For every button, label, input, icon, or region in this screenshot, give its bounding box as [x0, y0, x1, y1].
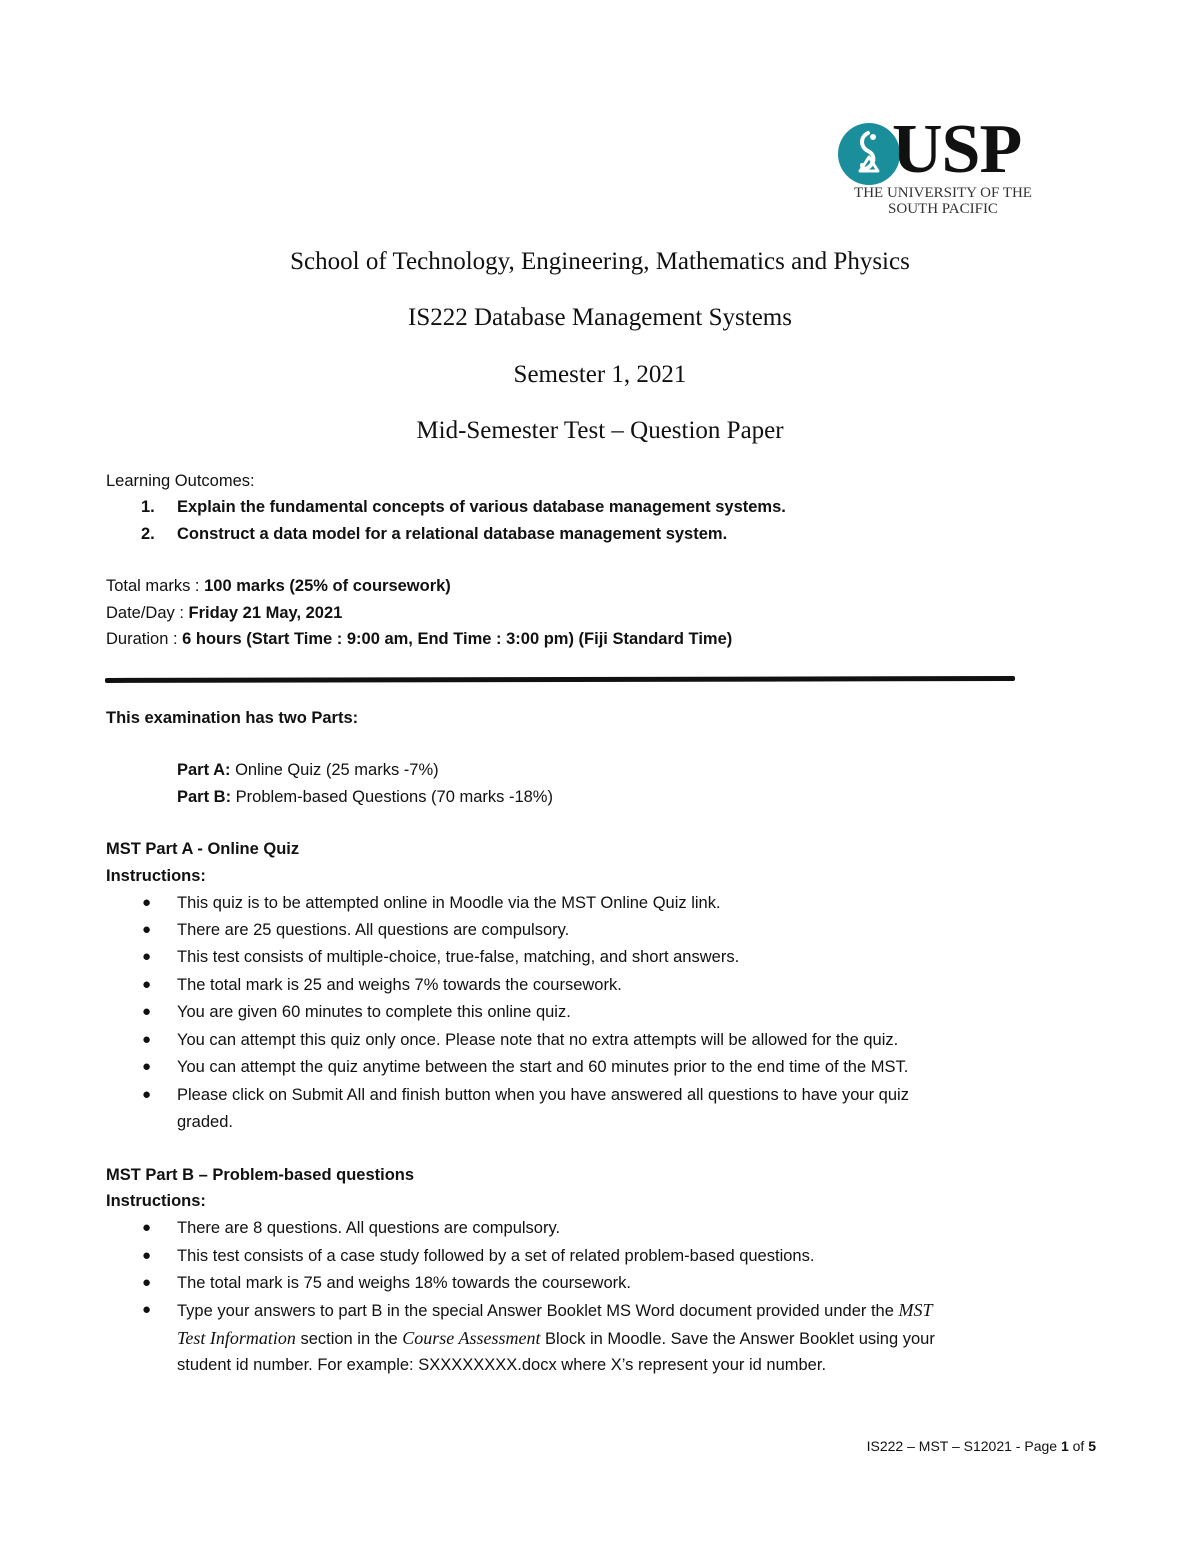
part-b-summary [177, 787, 553, 807]
part-description: Problem-based Questions (70 marks -18%) [231, 788, 553, 806]
footer-page-number: 1 [1060, 1438, 1069, 1454]
instruction-item-continued: student id number. For example: SXXXXXXXX.docx where X’s represent your id number. [177, 1356, 827, 1374]
instruction-item: This test consists of multiple-choice, true-false, matching, and short answers. [177, 948, 740, 966]
total-marks-line [106, 576, 451, 596]
part-label: Part A: [177, 761, 231, 779]
instruction-item: The total mark is 25 and weighs 7% towards the coursework. [177, 976, 622, 994]
part-b-instructions-label: Instructions: [106, 1192, 206, 1210]
part-description: Online Quiz (25 marks -7%) [230, 761, 439, 779]
part-label: Part B: [177, 788, 232, 806]
usp-wordmark: USP [892, 111, 1022, 188]
bullet-icon: ● [142, 1058, 152, 1075]
italic-reference: Course Assessment [402, 1328, 541, 1348]
duration-label: Duration : [106, 630, 183, 648]
instruction-item: The total mark is 75 and weighs 18% towards the coursework. [177, 1274, 631, 1292]
total-marks-label: Total marks : [106, 577, 205, 595]
instruction-item [177, 1300, 933, 1321]
part-a-title: MST Part A - Online Quiz [106, 840, 300, 858]
bullet-icon: ● [142, 1003, 152, 1020]
bullet-icon: ● [142, 1086, 152, 1103]
bullet-icon: ● [142, 1031, 152, 1048]
date-value: Friday 21 May, 2021 [188, 604, 343, 622]
usp-logo [836, 111, 1046, 220]
date-line [106, 603, 342, 623]
school-name: School of Technology, Engineering, Mathematics and Physics [290, 248, 910, 275]
parts-intro: This examination has two Parts: [106, 709, 359, 727]
learning-outcomes-label: Learning Outcomes: [106, 472, 255, 490]
bullet-icon: ● [142, 1247, 152, 1264]
outcome-number: 1. [141, 498, 155, 516]
instruction-item: You are given 60 minutes to complete this online quiz. [177, 1003, 571, 1021]
instruction-text: Block in Moodle. Save the Answer Booklet using your [540, 1330, 935, 1348]
italic-reference: MST [898, 1300, 933, 1320]
usp-emblem-icon [838, 123, 900, 185]
bullet-icon: ● [142, 1219, 152, 1236]
learning-outcome-item: Construct a data model for a relational database management system. [177, 525, 728, 543]
footer-page-total: 5 [1088, 1438, 1096, 1454]
bullet-icon: ● [142, 976, 152, 993]
bullet-icon: ● [142, 894, 152, 911]
bullet-icon: ● [142, 1274, 152, 1291]
duration-value: 6 hours (Start Time : 9:00 am, End Time : 3:00 pm) (Fiji Standard Time) [182, 630, 733, 648]
instruction-item: Please click on Submit All and finish button when you have answered all questions to have your quiz [177, 1086, 909, 1104]
total-marks-value: 100 marks (25% of coursework) [204, 577, 451, 595]
duration-line [106, 629, 732, 649]
instruction-item: There are 8 questions. All questions are compulsory. [177, 1219, 561, 1237]
instruction-item: You can attempt the quiz anytime between the start and 60 minutes prior to the end time of the MST. [177, 1058, 909, 1076]
footer-of: of [1068, 1438, 1089, 1454]
part-a-summary [177, 760, 439, 780]
instruction-text: Type your answers to part B in the special Answer Booklet MS Word document provided under the [177, 1302, 899, 1320]
paper-title: Mid-Semester Test – Question Paper [416, 417, 784, 444]
bullet-icon: ● [142, 1301, 152, 1318]
instruction-item-continued [177, 1328, 935, 1349]
instruction-text: section in the [295, 1330, 403, 1348]
learning-outcome-item: Explain the fundamental concepts of various database management systems. [177, 498, 786, 516]
italic-reference: Test Information [177, 1328, 296, 1348]
bullet-icon: ● [142, 948, 152, 965]
course-title: IS222 Database Management Systems [408, 304, 792, 331]
instruction-item-continued: graded. [177, 1113, 233, 1131]
date-label: Date/Day : [106, 604, 189, 622]
part-a-instructions-label: Instructions: [106, 867, 206, 885]
horizontal-divider [105, 676, 1015, 683]
instruction-item: You can attempt this quiz only once. Please note that no extra attempts will be allowed for the quiz. [177, 1031, 899, 1049]
instruction-item: This test consists of a case study followed by a set of related problem-based questions. [177, 1247, 815, 1265]
bullet-icon: ● [142, 921, 152, 938]
usp-name-line2: SOUTH PACIFIC [888, 201, 998, 217]
instruction-item: There are 25 questions. All questions are compulsory. [177, 921, 570, 939]
outcome-number: 2. [141, 525, 155, 543]
page-footer [867, 1437, 1096, 1455]
footer-prefix: IS222 – MST – S12021 - Page [866, 1438, 1061, 1454]
semester-label: Semester 1, 2021 [513, 361, 687, 388]
part-b-title: MST Part B – Problem-based questions [106, 1166, 415, 1184]
instruction-item: This quiz is to be attempted online in Moodle via the MST Online Quiz link. [177, 894, 721, 912]
usp-name-line1: THE UNIVERSITY OF THE [854, 185, 1032, 201]
